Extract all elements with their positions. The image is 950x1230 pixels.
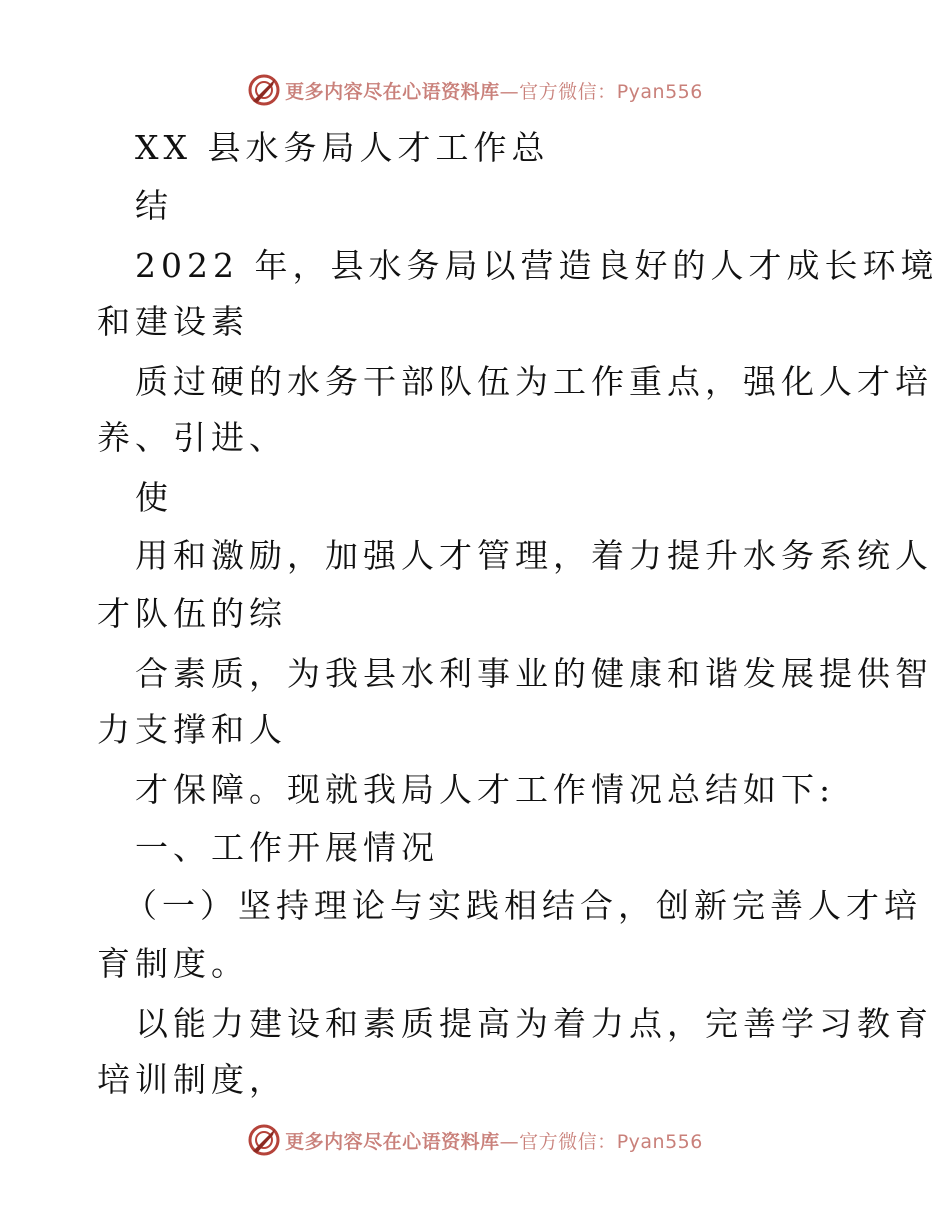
paragraph-line: 质过硬的水务干部队伍为工作重点，强化人才培 <box>135 362 933 401</box>
doc-title-line-1: XX 县水务局人才工作总 <box>135 128 550 167</box>
watermark-account: Pyan556 <box>616 1130 703 1153</box>
paragraph-line: 以能力建设和素质提高为着力点，完善学习教育 <box>135 1004 933 1043</box>
doc-title-line-2: 结 <box>135 186 173 225</box>
paragraph-line: 养、引进、 <box>97 418 287 457</box>
paragraph-line: 用和激励，加强人才管理，着力提升水务系统人 <box>135 536 933 575</box>
watermark-account: Pyan556 <box>616 80 703 103</box>
footer-watermark <box>0 1122 950 1158</box>
pen-logo-icon <box>247 73 281 107</box>
pen-logo-icon <box>247 1123 281 1157</box>
subsection-heading: （一）坚持理论与实践相结合，创新完善人才培 <box>124 886 922 925</box>
watermark-text: 更多内容尽在心语资料库 <box>285 80 500 103</box>
watermark-separator: —官方微信： <box>499 1130 617 1153</box>
paragraph-line: 培训制度， <box>97 1060 287 1099</box>
watermark-separator: —官方微信： <box>499 80 617 103</box>
watermark-text: 更多内容尽在心语资料库 <box>285 1130 500 1153</box>
paragraph-line: 使 <box>135 478 173 517</box>
section-heading: 一、工作开展情况 <box>135 828 439 867</box>
paragraph-line: 2022 年，县水务局以营造良好的人才成长环境 <box>135 246 939 285</box>
paragraph-line: 合素质，为我县水利事业的健康和谐发展提供智 <box>135 654 933 693</box>
paragraph-line: 才保障。现就我局人才工作情况总结如下: <box>135 770 836 809</box>
paragraph-line: 力支撑和人 <box>97 710 287 749</box>
paragraph-line: 和建设素 <box>97 302 249 341</box>
header-watermark <box>0 72 950 108</box>
paragraph-line: 才队伍的综 <box>97 594 287 633</box>
subsection-heading-cont: 育制度。 <box>97 944 249 983</box>
